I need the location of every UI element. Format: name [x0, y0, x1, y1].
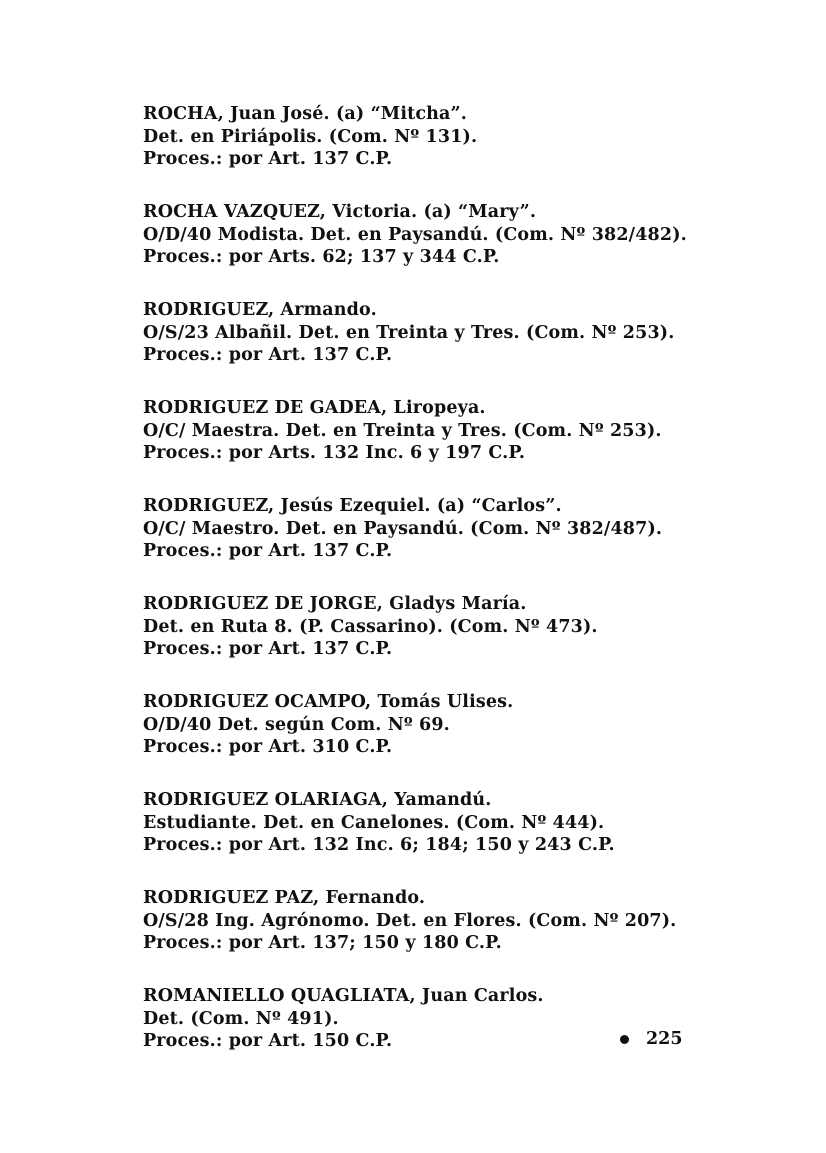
entry-name-line: ROCHA, Juan José. (a) “Mitcha”.: [143, 104, 467, 124]
entry-detail-line: Estudiante. Det. en Canelones. (Com. Nº 444).: [143, 812, 605, 833]
entry-name-line: ROMANIELLO QUAGLIATA, Juan Carlos.: [143, 986, 544, 1006]
entry-process-line: Proces.: por Art. 137; 150 y 180 C.P.: [143, 933, 502, 953]
entry-name-line: RODRIGUEZ DE GADEA, Liropeya.: [143, 398, 486, 418]
list-item: [143, 299, 743, 367]
entry-list: [143, 103, 743, 1083]
entry-detail-line: Det. (Com. Nº 491).: [143, 1008, 339, 1029]
entry-detail-line: Det. en Ruta 8. (P. Cassarino). (Com. Nº 473).: [143, 616, 598, 637]
entry-process-line: Proces.: por Arts. 62; 137 y 344 C.P.: [143, 247, 500, 267]
entry-name-line: RODRIGUEZ PAZ, Fernando.: [143, 888, 426, 908]
list-item: [143, 201, 743, 269]
entry-name-line: RODRIGUEZ OCAMPO, Tomás Ulises.: [143, 692, 514, 712]
list-item: [143, 691, 743, 759]
entry-detail-line: Det. en Piriápolis. (Com. Nº 131).: [143, 126, 478, 147]
entry-name-line: ROCHA VAZQUEZ, Victoria. (a) “Mary”.: [143, 202, 537, 222]
entry-process-line: Proces.: por Arts. 132 Inc. 6 y 197 C.P.: [143, 443, 526, 463]
entry-process-line: Proces.: por Art. 137 C.P.: [143, 345, 393, 365]
list-item: [143, 887, 743, 955]
entry-detail-line: O/S/28 Ing. Agrónomo. Det. en Flores. (Com. Nº 207).: [143, 910, 677, 931]
entry-name-line: RODRIGUEZ DE JORGE, Gladys María.: [143, 594, 527, 614]
entry-process-line: Proces.: por Art. 137 C.P.: [143, 541, 393, 561]
entry-detail-line: O/D/40 Det. según Com. Nº 69.: [143, 714, 450, 735]
bullet-dot-icon: [620, 1035, 629, 1044]
list-item: [143, 593, 743, 661]
entry-process-line: Proces.: por Art. 137 C.P.: [143, 149, 393, 169]
entry-process-line: Proces.: por Art. 132 Inc. 6; 184; 150 y 243 C.P.: [143, 835, 615, 855]
entry-process-line: Proces.: por Art. 310 C.P.: [143, 737, 393, 757]
list-item: [143, 103, 743, 171]
entry-process-line: Proces.: por Art. 137 C.P.: [143, 639, 393, 659]
entry-detail-line: O/C/ Maestra. Det. en Treinta y Tres. (Com. Nº 253).: [143, 420, 662, 441]
list-item: [143, 789, 743, 857]
entry-name-line: RODRIGUEZ OLARIAGA, Yamandú.: [143, 790, 492, 810]
list-item: [143, 495, 743, 563]
list-item: [143, 397, 743, 465]
entry-detail-line: O/D/40 Modista. Det. en Paysandú. (Com. Nº 382/482).: [143, 224, 687, 245]
entry-name-line: RODRIGUEZ, Armando.: [143, 300, 377, 320]
entry-name-line: RODRIGUEZ, Jesús Ezequiel. (a) “Carlos”.: [143, 496, 562, 516]
page-number: 225: [646, 1029, 683, 1049]
page-footer: [620, 1026, 700, 1052]
entry-process-line: Proces.: por Art. 150 C.P.: [143, 1031, 393, 1051]
entry-detail-line: O/C/ Maestro. Det. en Paysandú. (Com. Nº 382/487).: [143, 518, 663, 539]
entry-detail-line: O/S/23 Albañil. Det. en Treinta y Tres. (Com. Nº 253).: [143, 322, 675, 343]
